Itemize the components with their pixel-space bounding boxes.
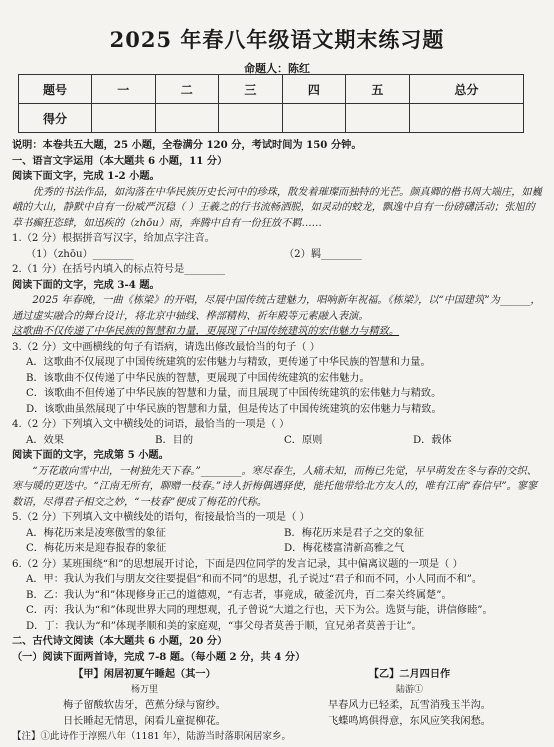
poem-line: 早春风力已轻柔，瓦雪消残玉半沟。 bbox=[328, 700, 491, 711]
question-5-options-ab bbox=[12, 526, 542, 542]
option: D．梅花楼富清新高雅之气 bbox=[284, 543, 405, 554]
poems bbox=[12, 667, 542, 729]
option: C．梅花历来是迎春报春的象征 bbox=[26, 543, 167, 554]
score-cell: 题号 bbox=[19, 75, 92, 104]
question-1: 1.（2 分）根据拼音写汉字，给加点字注音。 bbox=[12, 233, 215, 244]
reading-prompt: 阅读下面文字，完成 1-2 小题。 bbox=[12, 170, 160, 182]
score-cell: 一 bbox=[92, 75, 156, 104]
score-table-header-row bbox=[19, 75, 524, 104]
score-cell: 二 bbox=[155, 75, 219, 104]
score-cell: 五 bbox=[346, 75, 410, 104]
poem-note: 【注】①此诗作于淳熙八年（1181 年），陆游当时落职闲居家乡。 bbox=[12, 731, 291, 742]
poem-line: 飞蝶鸣鸠俱得意，东风应笑我闲愁。 bbox=[328, 715, 491, 727]
option: A．这歌曲不仅展现了中国传统建筑的宏伟魅力与精致，更传递了中华民族的智慧和力量。 bbox=[26, 357, 431, 368]
question-3: 3.（2 分）文中画横线的句子有语病，请选出修改最恰当的句子（ ） bbox=[12, 341, 320, 353]
poem-line: 梅子留酸软齿牙，芭蕉分绿与窗纱。 bbox=[63, 700, 226, 711]
score-blank bbox=[282, 104, 346, 133]
exam-content bbox=[12, 138, 542, 745]
question-5-options-cd bbox=[12, 541, 542, 557]
instructions: 说明：本卷共五大题，25 小题，全卷满分 120 分，考试时间为 150 分钟。 bbox=[12, 139, 362, 151]
option: B．梅花历来是君子之交的象征 bbox=[284, 527, 424, 539]
score-cell: 得分 bbox=[19, 104, 92, 133]
option: C．该歌曲不但传递了中华民族的智慧和力量，而且展现了中国传统建筑的宏伟魅力与精致。 bbox=[26, 388, 442, 399]
reading-prompt: 阅读下面的文字，完成第 5 小题。 bbox=[12, 449, 169, 461]
score-blank bbox=[155, 104, 219, 133]
score-blank bbox=[346, 104, 410, 133]
question-4-options bbox=[12, 433, 542, 449]
poem-jia bbox=[12, 667, 277, 729]
passage-2: 2025 年春晚，一曲《栋梁》的开唱，尽展中国传统古建魅力，唱响新年祝福。《栋梁》，以“中国建筑”为______，通过虚实融合的舞台设计，将北京中轴线、桦部精构、祈年殿等元素融入表演。 bbox=[12, 295, 541, 322]
reading-prompt: 阅读下面的文字，完成 3-4 题。 bbox=[12, 278, 160, 291]
question-2: 2.（1 分）在括号内填入的标点符号是________ bbox=[12, 264, 226, 275]
question-5: 5.（2 分）下列填入文中横线处的语句，衔接最恰当的一项是（ ） bbox=[12, 512, 310, 523]
blank-1: （1）（zhōu）________ bbox=[26, 248, 134, 260]
option: B．该歌曲不仅传递了中华民族的智慧，更展现了中国传统建筑的宏伟魅力。 bbox=[26, 372, 370, 384]
exam-title: 2025 年春八年级语文期末练习题 bbox=[109, 27, 445, 52]
option: C．原则 bbox=[284, 434, 323, 446]
section-heading: 二、古代诗文阅读（本大题共 6 小题，20 分） bbox=[12, 635, 228, 647]
option: D．该歌曲虽然展现了中华民族的智慧和力量，但是传达了中国传统建筑的宏伟魅力与精致。 bbox=[26, 403, 442, 415]
poem-title: 【乙】二月四日作 bbox=[368, 668, 451, 680]
option: A．甲：我认为我们与朋友交往要提倡“和而不同”的思想，孔子说过“君子和而不同，小人同而不和”。 bbox=[26, 574, 483, 585]
option: D．载体 bbox=[413, 434, 452, 446]
score-cell: 三 bbox=[219, 75, 283, 104]
poem-line: 日长睡起无情思，闲看儿童捉柳花。 bbox=[63, 715, 226, 727]
option: B．目的 bbox=[155, 434, 194, 446]
score-cell: 四 bbox=[282, 75, 346, 104]
poem-yi bbox=[277, 667, 542, 729]
score-blank bbox=[409, 104, 523, 133]
option: B．乙：我认为“和”体现修身正己的道德观，“有志者，事竟成，破釜沉舟，百二秦关终属楚”。 bbox=[26, 589, 452, 601]
score-blank bbox=[219, 104, 283, 133]
question-4: 4.（2 分）下列填入文中横线处的词语，最恰当的一项是（ ） bbox=[12, 419, 290, 430]
question-6: 6.（2 分）某班围绕“和”的思想展开讨论，下面是四位同学的发言记录，其中偏离议题的一项是（ ） bbox=[12, 558, 463, 570]
score-table-score-row bbox=[19, 104, 524, 133]
subsection-heading: （一）阅读下面两首诗，完成 7-8 题。（每小题 2 分，共 4 分） bbox=[12, 650, 306, 663]
option: A．梅花历来是凌寒傲雪的象征 bbox=[26, 527, 166, 539]
poem-author: 陆游① bbox=[395, 684, 423, 695]
poem-title: 【甲】闲居初夏午睡起（其一） bbox=[73, 668, 216, 680]
option: C．丙：我认为“和”体现世界大同的理想观，孔子曾说“大道之行也，天下为公。选贤与能，讲信修睦”。 bbox=[26, 605, 493, 616]
score-blank bbox=[92, 104, 156, 133]
score-table bbox=[18, 74, 524, 133]
passage-2-underlined: 这歌曲不仅传递了中华民族的智慧和力量，更展现了中国传统建筑的宏伟魅力与精致。 bbox=[12, 326, 400, 337]
blank-2: （2）羁________ bbox=[284, 248, 362, 260]
passage-3: “万花敢向雪中出，一树独先天下春。”________。寒尽春生，人痛未知，而梅已先觉，早早萌发在冬与春的交织、寒与暖的更迭中。“江南无所有，聊赠一枝春。”诗人折梅偶遇驿使，能托他带给北方友人的，唯有江南“春信早”。寥寥数语，尽得君子相交之妙，“一枝春”便成了梅花的代称。 bbox=[12, 465, 538, 508]
section-heading: 一、语言文字运用（本大题共 6 小题，11 分） bbox=[12, 154, 228, 167]
exam-author: 命题人：陈红 bbox=[244, 62, 310, 75]
poem-author: 杨万里 bbox=[130, 684, 158, 695]
option: A．效果 bbox=[26, 434, 64, 446]
passage-1: 优秀的书法作品，如沟落在中华民族历史长河中的珍珠，散发着璀璨而独特的光芒。颜真卿的楷书周大端庄，如巍峨的大山，静默中自有一份威严沉稳（ ）王羲之的行书流畅洒脱，如灵动的蛟龙，飘逸中自有一份磅礴活动；张旭的草书癫狂恣肆，如迅疾的（zhōu）雨，奔腾中自有一份狂放不羁…… bbox=[12, 186, 542, 229]
option: D．丁：我认为“和”体现孝顺和美的家庭观，“事父母者莫善于顺，宜兄弟者莫善于让”。 bbox=[26, 620, 422, 632]
score-cell: 总分 bbox=[409, 75, 523, 104]
question-1-blanks bbox=[12, 247, 542, 263]
